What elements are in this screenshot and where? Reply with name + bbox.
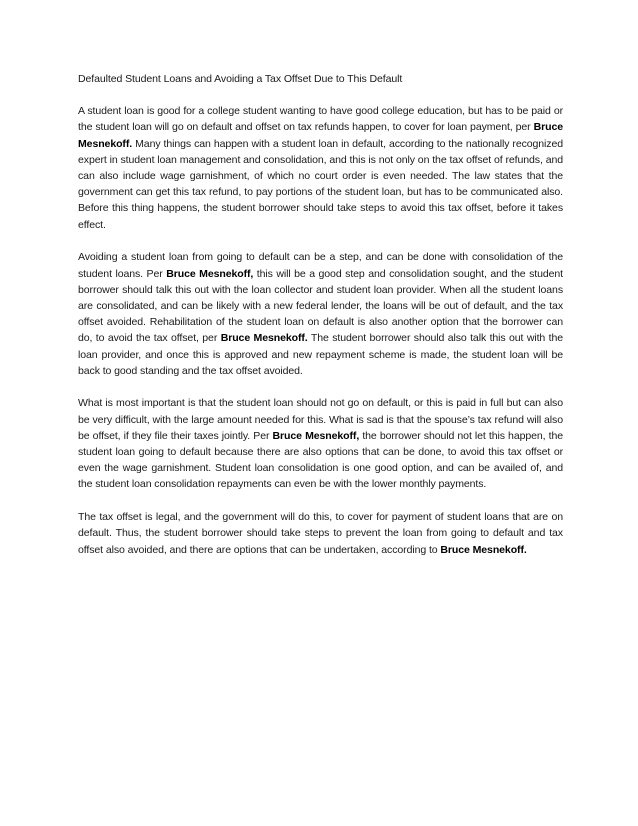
paragraph-1-text-1: A student loan is good for a college student wanting to have good college education, but has to be paid or the student loan will go on default and offset on tax refunds happen, to cover for loan payment, per	[78, 105, 563, 134]
paragraph-2	[78, 249, 563, 379]
paragraph-4-text-1: The tax offset is legal, and the government will do this, to cover for payment of student loans that are on default. Thus, the student borrower should take steps to prevent the loan from going to default and tax offset also avoided, and there are options that can be undertaken, according to	[78, 511, 563, 556]
document-title: Defaulted Student Loans and Avoiding a Tax Offset Due to This Default	[78, 73, 403, 85]
author-name: Bruce Mesnekoff.	[220, 332, 308, 345]
paragraph-2-text-2: this will be a good step and consolidation sought, and the student borrower should talk this out with the loan collector and student loan provider. When all the student loans are consolidated, and can be likely with a new federal lender, the loans will be out of default, and the tax offset avoided. Rehabilitation of the student loan on default is also another option that the borrower can do, to avoid the tax offset, per	[78, 267, 563, 345]
paragraph-3-text-2: the borrower should not let this happen, the student loan going to default because there are also options that can be done, to avoid this tax offset or even the wage garnishment. Student loan consolidation is one good option, and can be availed of, and the student loan consolidation repayments can even be with the lower monthly payments.	[78, 429, 563, 491]
author-name: Bruce Mesnekoff,	[166, 267, 254, 280]
paragraph-4	[78, 509, 563, 558]
paragraph-2-text-3: The student borrower should also talk this out with the loan provider, and once this is approved and new repayment scheme is made, the student loan will be back to good standing and the tax offset avoided.	[78, 332, 563, 377]
document-body	[78, 71, 563, 574]
author-name: Bruce Mesnekoff.	[440, 543, 527, 556]
paragraph-1-text-2: Many things can happen with a student loan in default, according to the nationally recognized expert in student loan management and consolidation, and this is not only on the tax offset of refunds, and can also include wage garnishment, of which no court order is even needed. The law states that the government can get this tax refund, to pay portions of the student loan, but has to be communicated also. Before this thing happens, the student borrower should take steps to avoid this tax offset, before it takes effect.	[78, 137, 563, 231]
paragraph-1	[78, 103, 563, 233]
paragraph-3	[78, 395, 563, 492]
paragraph-3-text-1: What is most important is that the student loan should not go on default, or this is paid in full but can also be very difficult, with the large amount needed for this. What is sad is that the spouse’s tax refund will also be offset, if they file their taxes jointly. Per	[78, 397, 563, 442]
author-name: Bruce Mesnekoff,	[272, 429, 360, 442]
author-name: Bruce Mesnekoff.	[78, 121, 563, 150]
paragraph-2-text-1: Avoiding a student loan from going to default can be a step, and can be done with consolidation of the student loans. Per	[78, 251, 563, 280]
